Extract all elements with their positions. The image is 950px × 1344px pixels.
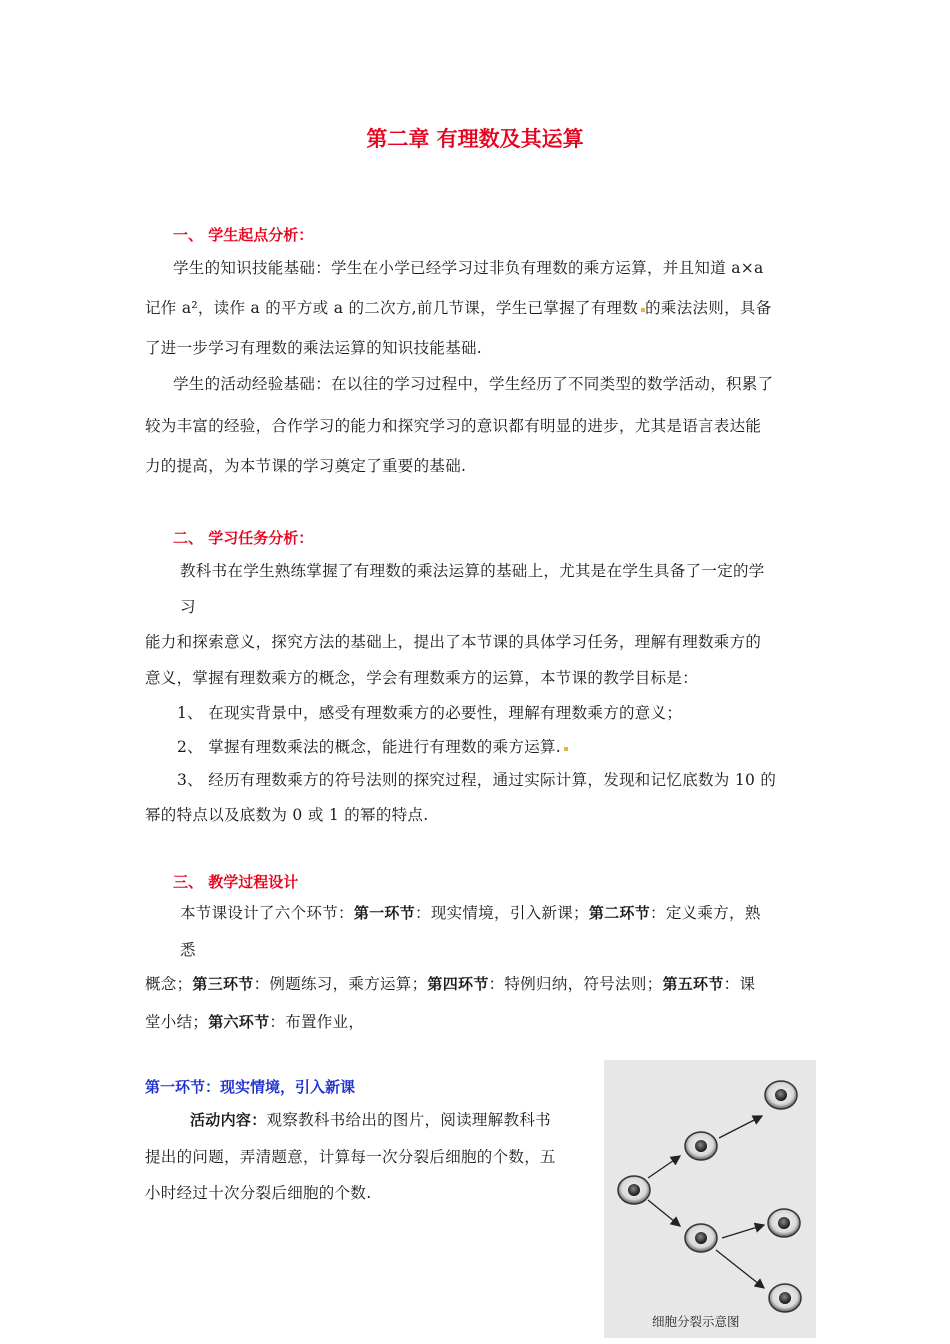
- activity-label: 活动内容：: [190, 1111, 267, 1129]
- page-title: 第二章 有理数及其运算: [366, 127, 584, 151]
- objective-item: [177, 737, 568, 757]
- section-heading-1: 一、 学生起点分析：: [173, 226, 314, 244]
- text-span: 本节课设计了六个环节：: [180, 904, 354, 922]
- marker-dot: [564, 747, 568, 751]
- stage-label: 第六环节: [208, 1013, 270, 1031]
- text-span: 概念；: [145, 975, 193, 993]
- stage-label: 第五环节: [662, 975, 724, 993]
- paragraph-line: 较为丰富的经验，合作学习的能力和探究学习的意识都有明显的进步，尤其是语言表达能: [145, 417, 762, 435]
- stage-label: 第二环节: [588, 904, 651, 922]
- text-span: ：布置作业，: [269, 1013, 365, 1031]
- cell-icon: [765, 1081, 797, 1109]
- paragraph-line: 提出的问题，弄清题意，计算每一次分裂后细胞的个数，五: [145, 1148, 556, 1166]
- text-span: 观察教科书给出的图片，阅读理解教科书: [266, 1111, 551, 1129]
- text-span: ：例题练习，乘方运算；: [253, 975, 428, 993]
- cell-division-figure: [604, 1060, 816, 1338]
- paragraph-line: [180, 903, 761, 923]
- text-span: ：课: [723, 975, 756, 993]
- cell-icon: [685, 1224, 717, 1252]
- text-span: ：特例归纳，符号法则；: [488, 975, 663, 993]
- stage-label: 第四环节: [427, 975, 489, 993]
- text-span: 堂小结；: [145, 1013, 209, 1031]
- paragraph-line: 力的提高，为本节课的学习奠定了重要的基础.: [145, 457, 467, 475]
- paragraph-line: 了进一步学习有理数的乘法运算的知识技能基础.: [145, 339, 483, 357]
- text-span: 记作 a²，读作 a 的平方或 a 的二次方,前几节课，学生已掌握了有理数: [145, 299, 639, 317]
- text-span: ：现实情境，引入新课；: [415, 904, 589, 922]
- objective-item: 1、 在现实背景中，感受有理数乘方的必要性，理解有理数乘方的意义；: [177, 704, 683, 722]
- stage-label: 第一环节: [353, 904, 416, 922]
- paragraph-line: [145, 298, 772, 318]
- paragraph-line: 悉: [180, 941, 196, 959]
- paragraph-line: 教科书在学生熟练掌握了有理数的乘法运算的基础上，尤其是在学生具备了一定的学: [180, 562, 765, 580]
- text-span: 的乘法法则，具备: [645, 299, 772, 317]
- stage-heading: 第一环节：现实情境，引入新课: [145, 1078, 356, 1096]
- text-span: 2、 掌握有理数乘法的概念，能进行有理数的乘方运算.: [177, 738, 562, 756]
- figure-caption: 细胞分裂示意图: [652, 1314, 740, 1329]
- paragraph-line: 小时经过十次分裂后细胞的个数.: [145, 1184, 372, 1202]
- paragraph-line: 能力和探索意义，探究方法的基础上，提出了本节课的具体学习任务，理解有理数乘方的: [145, 633, 762, 651]
- paragraph-line: [145, 974, 755, 994]
- paragraph-line: 学生的活动经验基础：在以往的学习过程中，学生经历了不同类型的数学活动，积累了: [173, 375, 774, 393]
- stage-label: 第三环节: [192, 975, 254, 993]
- paragraph-line: 幂的特点以及底数为 0 或 1 的幂的特点.: [145, 806, 429, 824]
- paragraph-line: 习: [180, 598, 196, 616]
- objective-item: 3、 经历有理数乘方的符号法则的探究过程，通过实际计算，发现和记忆底数为 10 的: [177, 771, 777, 789]
- cell-division-diagram: [604, 1060, 816, 1338]
- text-span: ：定义乘方，熟: [650, 904, 761, 922]
- cell-icon: [618, 1176, 650, 1204]
- paragraph-line: [145, 1012, 364, 1032]
- paragraph-line: [190, 1110, 551, 1130]
- section-heading-3: 三、 教学过程设计: [173, 873, 299, 891]
- paragraph-line: 意义，掌握有理数乘方的概念，学会有理数乘方的运算，本节课的教学目标是：: [145, 669, 699, 687]
- paragraph-line: 学生的知识技能基础：学生在小学已经学习过非负有理数的乘方运算，并且知道 a×a: [173, 259, 764, 277]
- cell-icon: [768, 1209, 800, 1237]
- cell-icon: [685, 1132, 717, 1160]
- section-heading-2: 二、 学习任务分析：: [173, 529, 314, 547]
- cell-icon: [769, 1284, 801, 1312]
